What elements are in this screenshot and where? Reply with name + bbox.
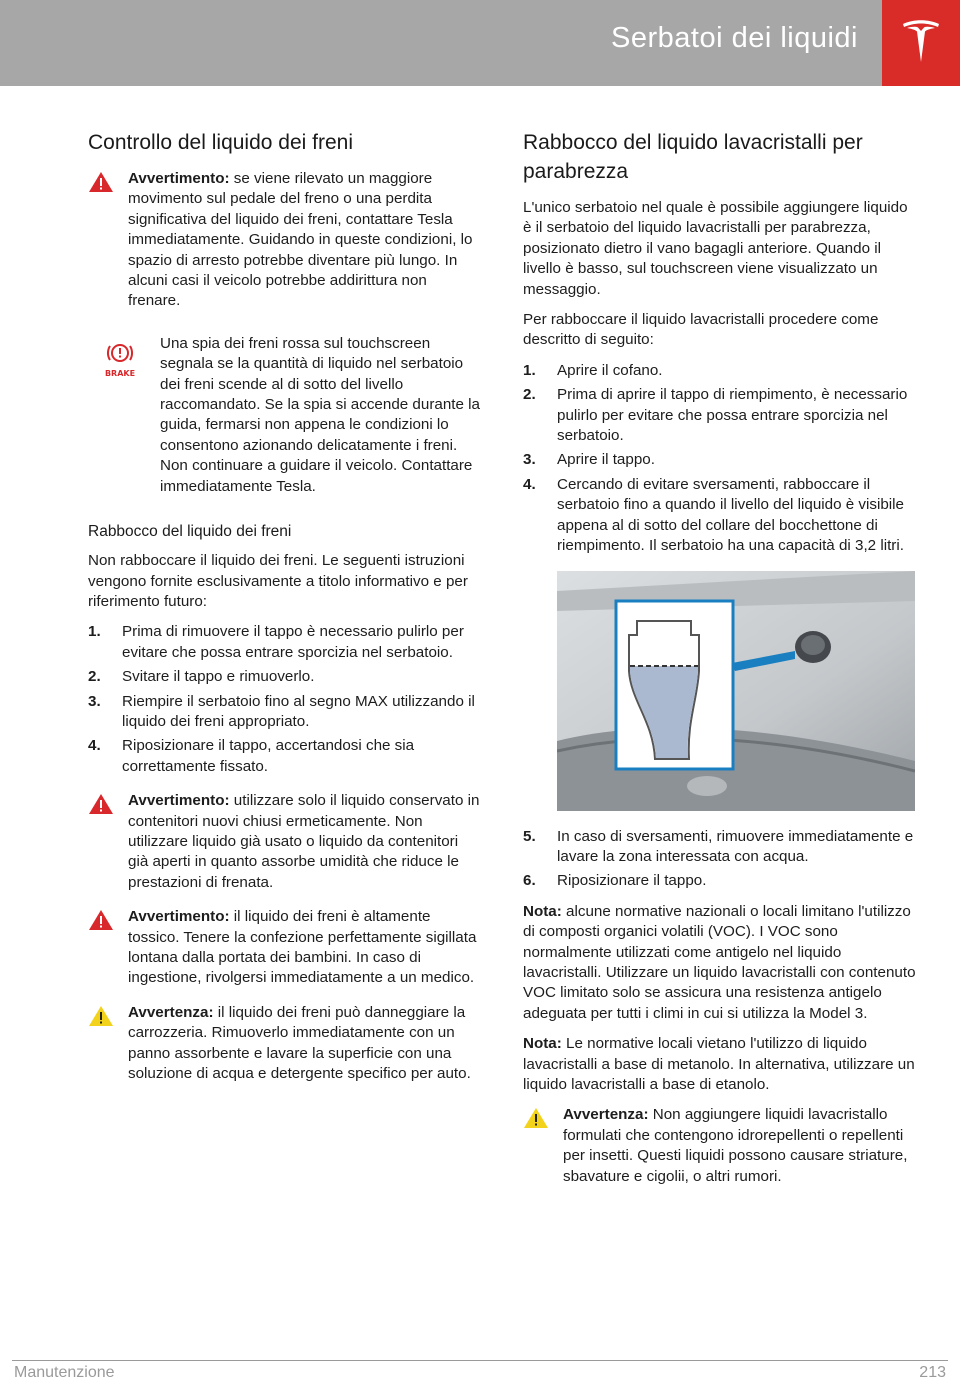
caution-triangle-icon: [523, 1107, 549, 1129]
step-text: Riposizionare il tappo.: [557, 872, 707, 890]
note-methanol: [523, 1034, 917, 1095]
note-label: Nota:: [523, 1035, 562, 1053]
note-text: alcune normative nazionali o locali limitano l'utilizzo di composti organici volatili (VOC). I VOC sono normalmente utilizzati come antigelo nel liquido lavacristalli. Utilizzare un liquido lavacristalli con contenuto VOC limitato solo se assicura una resistenza antigelo adeguata per tutti i climi in cui si utilizza la Model 3.: [523, 902, 916, 1022]
brake-warning-icon: [102, 340, 138, 380]
step-number: 2.: [88, 668, 101, 686]
step-number: 1.: [88, 623, 101, 641]
step-number: 3.: [88, 692, 101, 710]
note-text: Le normative locali vietano l'utilizzo di liquido lavacristalli a base di metanolo. In alternativa, utilizzare un liquido lavacristalli a base di etanolo.: [523, 1035, 915, 1093]
washer-reservoir-illustration: [557, 571, 915, 811]
list-item: [88, 622, 480, 663]
brake-light-info: [88, 334, 480, 497]
step-number: 2.: [523, 386, 536, 404]
warning-label: Avvertimento:: [128, 792, 230, 810]
list-item: [88, 692, 480, 733]
step-number: 1.: [523, 361, 536, 379]
step-text: Riposizionare il tappo, accertandosi che sia correttamente fissato.: [122, 737, 415, 775]
warning-notice: [88, 169, 480, 312]
step-text: Riempire il serbatoio fino al segno MAX utilizzando il liquido dei freni appropriato.: [122, 692, 475, 730]
step-text: Prima di rimuovere il tappo è necessario pulirlo per evitare che possa entrare sporcizia nel serbatoio.: [122, 623, 464, 661]
step-number: 4.: [523, 475, 536, 493]
step-text: Svitare il tappo e rimuoverlo.: [122, 668, 315, 686]
footer-section: Manutenzione: [14, 1364, 115, 1381]
caution-label: Avvertenza:: [128, 1003, 214, 1021]
warning-text: utilizzare solo il liquido conservato in contenitori nuovi chiusi ermeticamente. Non utilizzare liquido già usato o liquido da contenitori già aperti in quanto assorbe umidità che riduce le prestazioni di frenata.: [128, 792, 480, 891]
list-item: [523, 361, 917, 381]
warning-triangle-icon: [88, 909, 114, 931]
step-text: Aprire il tappo.: [557, 451, 655, 469]
section-heading-washer-fluid: Rabbocco del liquido lavacristalli per parabrezza: [523, 131, 863, 183]
washer-steps-list: [523, 361, 917, 557]
list-item: [523, 385, 917, 446]
warning-label: Avvertimento:: [128, 908, 230, 926]
caution-notice: [523, 1105, 917, 1187]
washer-steps-list-continued: [523, 827, 917, 892]
washer-procedure-intro: Per rabboccare il liquido lavacristalli procedere come descritto di seguito:: [523, 311, 879, 349]
step-number: 5.: [523, 827, 536, 845]
washer-reservoir-image: [557, 571, 915, 811]
step-text: Prima di aprire il tappo di riempimento, è necessario pulirlo per evitare che possa entrare sporcizia nel serbatoio.: [557, 386, 908, 445]
tesla-logo: [882, 0, 960, 86]
note-label: Nota:: [523, 902, 562, 920]
step-text: In caso di sversamenti, rimuovere immediatamente e lavare la zona interessata con acqua.: [557, 827, 914, 865]
step-number: 4.: [88, 737, 101, 755]
caution-triangle-icon: [88, 1005, 114, 1027]
step-number: 6.: [523, 872, 536, 890]
subheading-refill-brake: Rabbocco del liquido dei freni: [88, 523, 292, 541]
caution-text: il liquido dei freni può danneggiare la carrozzeria. Rimuoverlo immediatamente con un panno assorbente e lavare la superficie con una soluzione di acqua e detergente specifico per auto.: [128, 1003, 471, 1083]
section-heading-brake-fluid: Controllo del liquido dei freni: [88, 131, 353, 154]
warning-label: Avvertimento:: [128, 170, 230, 187]
right-column: [523, 128, 917, 1201]
brake-light-text: Una spia dei freni rossa sul touchscreen segnala se la quantità di liquido nel serbatoio dei freni scende al di sotto del livello raccomandato. Se la spia si accende durante la guida, fermarsi non appena le condizioni lo consentono azionando delicatamente i freni. Non continuare a guidare il veicolo. Contattare immediatamente Tesla.: [160, 334, 480, 495]
page-header: [0, 0, 960, 86]
warning-notice: [88, 907, 480, 989]
list-item: [88, 667, 480, 687]
list-item: [523, 871, 917, 891]
warning-notice: [88, 791, 480, 893]
warning-triangle-icon: [88, 793, 114, 815]
tesla-logo-icon: [901, 18, 941, 66]
warning-text: se viene rilevato un maggiore movimento sul pedale del freno o una perdita significativa del liquido dei freni, contattare Tesla immediatamente. Guidando in queste condizioni, lo spazio di arresto potrebbe diventare più lungo. In alcuni casi il veicolo potrebbe addirittura non frenare.: [128, 170, 473, 310]
caution-notice: [88, 1003, 480, 1085]
caution-label: Avvertenza:: [563, 1106, 649, 1124]
washer-intro: L'unico serbatoio nel quale è possibile aggiungere liquido è il serbatoio del liquido lavacristalli per parabrezza, posizionato dietro il vano bagagli anteriore. Quando il livello è basso, sul touchscreen viene visualizzato un messaggio.: [523, 199, 908, 298]
refill-intro: Non rabboccare il liquido dei freni. Le seguenti istruzioni vengono fornite esclusivamente a titolo informativo e per riferimento futuro:: [88, 552, 468, 610]
brake-icon-label: BRAKE: [104, 368, 136, 378]
warning-triangle-icon: [88, 171, 114, 193]
footer-divider: [12, 1360, 948, 1361]
page-number: 213: [919, 1364, 946, 1381]
list-item: [523, 450, 917, 470]
step-text: Cercando di evitare sversamenti, rabboccare il serbatoio fino a quando il livello del liquido è visibile appena al di sotto del collare del bocchettone di riempimento. Il serbatoio ha una capacità di 3,2 litri.: [557, 475, 904, 555]
warning-text: il liquido dei freni è altamente tossico. Tenere la confezione perfettamente sigillata lontana dalla portata dei bambini. In caso di ingestione, rivolgersi immediatamente a un medico.: [128, 908, 477, 987]
page-title: Serbatoi dei liquidi: [611, 22, 858, 54]
brake-steps-list: [88, 622, 480, 777]
left-column: [88, 128, 480, 1098]
caution-text: Non aggiungere liquidi lavacristallo formulati che contengono idrorepellenti o repellenti per insetti. Questi liquidi possono causare striature, sbavature e cigolii, o altri rumori.: [563, 1106, 908, 1185]
list-item: [88, 736, 480, 777]
step-text: Aprire il cofano.: [557, 361, 663, 379]
list-item: [523, 827, 917, 868]
list-item: [523, 475, 917, 557]
step-number: 3.: [523, 451, 536, 469]
note-voc: [523, 902, 917, 1024]
